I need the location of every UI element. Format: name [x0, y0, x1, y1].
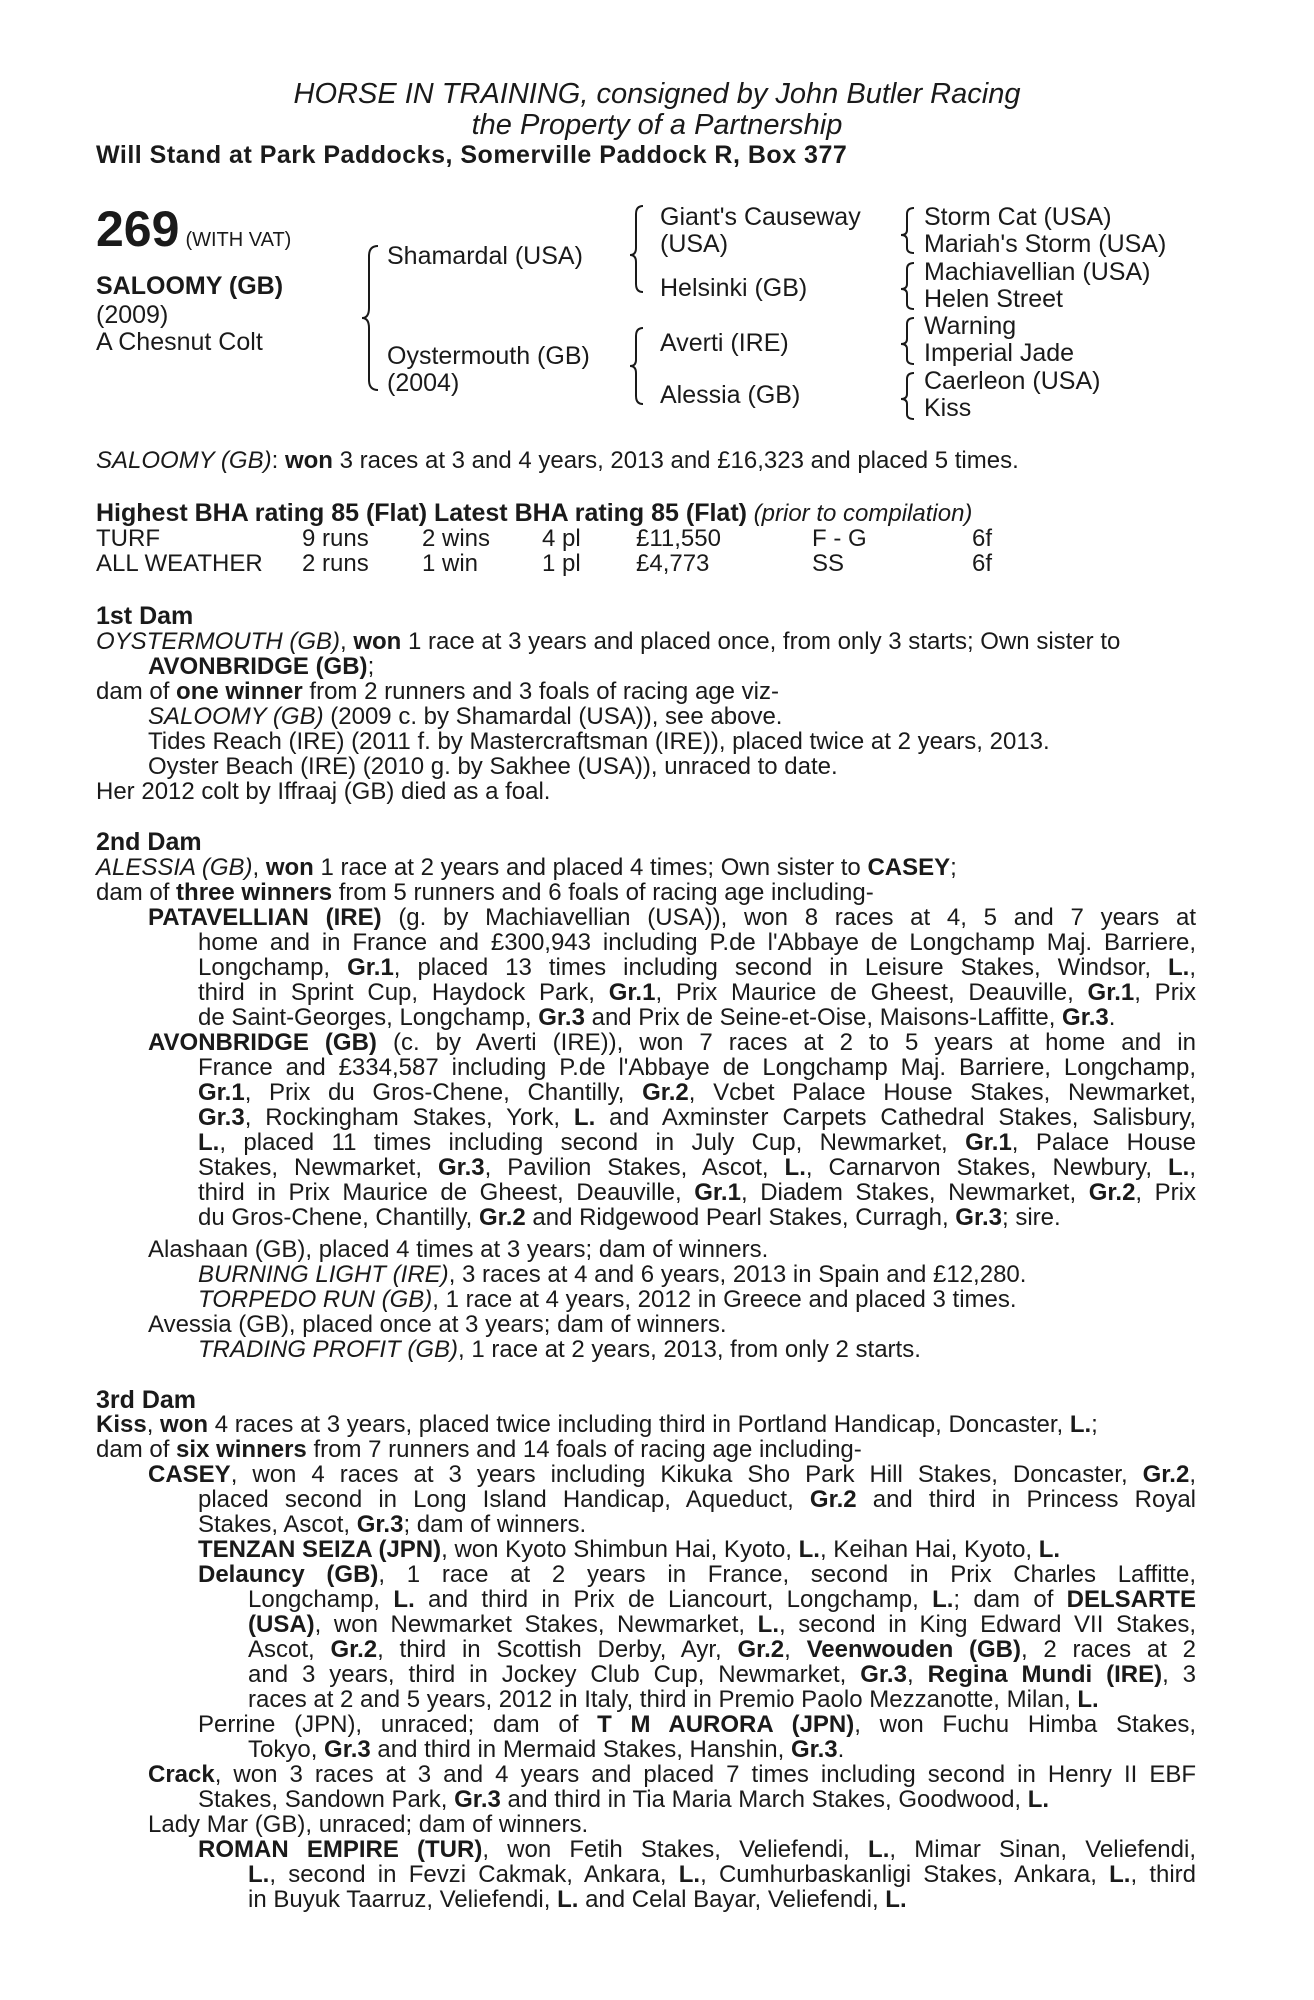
text-line: [198, 1712, 1196, 1738]
text-line: [148, 1812, 588, 1838]
text-run: , placed 11 times including second in July Cup, Newmarket,: [219, 1129, 966, 1156]
stat-wins: 1 win: [422, 550, 479, 577]
text-run: third in Sprint Cup, Haydock Park,: [198, 979, 609, 1006]
text-line: [148, 1762, 1196, 1788]
first-dam-line: [96, 629, 1120, 655]
race-summary: [96, 448, 1019, 474]
text-run: .: [1108, 1004, 1116, 1031]
bold-run: six winners: [176, 1436, 307, 1463]
text-run: (c. by Averti (IRE)), won 7 races at 2 to 5 years at home and in: [376, 1029, 1196, 1056]
text-line: [198, 1537, 1060, 1563]
second-dam-heading: 2nd Dam: [96, 828, 202, 856]
text-run: ,: [784, 1636, 807, 1663]
text-run: , Carnarvon Stakes, Newbury,: [805, 1154, 1168, 1181]
dam-name: Oystermouth (GB): [387, 342, 590, 370]
first-dam-name: OYSTERMOUTH (GB): [96, 628, 340, 655]
text-run: de Saint-Georges, Longchamp,: [198, 1004, 539, 1031]
stat-runs: 9 runs: [302, 525, 369, 552]
bold-run: Gr.2: [1088, 1179, 1136, 1206]
text-run: and third in Tia Maria March Stakes, Goodwood,: [500, 1786, 1028, 1813]
text-run: du Gros-Chene, Chantilly,: [198, 1204, 480, 1231]
text-run: , Keihan Hai, Kyoto,: [819, 1536, 1039, 1563]
bold-run: L.: [1168, 1154, 1190, 1181]
progeny-line: [148, 704, 782, 730]
consignor-heading: HORSE IN TRAINING, consigned by John Butler Racing: [293, 78, 1021, 110]
first-dam-line: [96, 679, 779, 705]
pedigree-bracket-dam: [630, 328, 643, 404]
dam-year: (2004): [387, 369, 460, 397]
text-run: , won 3 races at 3 and 4 years and placed 7 times including second in Henry II EBF: [214, 1761, 1196, 1788]
dam-sire-name: Averti (IRE): [660, 329, 789, 357]
bold-run: L.: [573, 1104, 596, 1131]
text-line: [198, 1562, 1196, 1588]
summary-won: won: [284, 447, 333, 474]
bold-run: (USA): [248, 1611, 315, 1638]
stat-placed: 4 pl: [542, 525, 581, 552]
bold-run: L.: [1109, 1861, 1131, 1888]
text-line: [198, 1512, 586, 1538]
bold-run: Kiss: [96, 1411, 147, 1438]
vat-note: (WITH VAT): [185, 229, 292, 251]
sibling-name: AVONBRIDGE (GB): [148, 653, 368, 680]
bold-run: L.: [1077, 1686, 1099, 1713]
foaling-year: (2009): [96, 301, 169, 329]
winner-count: one winner: [176, 678, 303, 705]
bold-run: Gr.3: [324, 1736, 371, 1763]
text-run: placed second in Long Island Handicap, Aqueduct,: [198, 1486, 810, 1513]
text: from 2 runners and 3 foals of racing age viz-: [302, 678, 779, 705]
sire-sire-country: (USA): [660, 230, 729, 258]
bold-run: Gr.2: [1142, 1461, 1190, 1488]
text-run: , 3: [1162, 1661, 1197, 1688]
text-run: and Axminster Carpets Cathedral Stakes, Salisbury,: [595, 1104, 1196, 1131]
text-line: [198, 1005, 1115, 1031]
bold-run: Gr.3: [356, 1511, 404, 1538]
winner-count: three winners: [176, 879, 333, 906]
text-run: Longchamp,: [198, 954, 348, 981]
text-run: , Cumhurbaskanligi Stakes, Ankara,: [700, 1861, 1110, 1888]
rating-note: (prior to compilation): [753, 500, 973, 527]
bold-run: Gr.1: [198, 1079, 245, 1106]
third-dam-heading: 3rd Dam: [96, 1386, 197, 1414]
text-run: , third in Scottish Derby, Ayr,: [377, 1636, 738, 1663]
text-run: and Ridgewood Pearl Stakes, Curragh,: [525, 1204, 956, 1231]
text: , 1 race at 2 years, 2013, from only 2 starts.: [458, 1336, 921, 1363]
bold-run: L.: [885, 1886, 907, 1913]
dam-dam-name: Alessia (GB): [660, 381, 801, 409]
punctuation: ;: [367, 653, 375, 680]
bold-run: L.: [757, 1611, 779, 1638]
text-run: and Celal Bayar, Veliefendi,: [578, 1886, 886, 1913]
pedigree-bracket-sire: [630, 206, 643, 292]
text-run: ,: [906, 1661, 928, 1688]
text-run: ,: [146, 1411, 161, 1438]
progeny-line: Her 2012 colt by Iffraaj (GB) died as a foal.: [96, 778, 551, 805]
comma: ,: [252, 854, 260, 881]
bold-run: Gr.2: [809, 1486, 857, 1513]
text-run: , Prix: [1135, 1179, 1197, 1206]
text: from 5 runners and 6 foals of racing age including-: [332, 879, 874, 906]
text-run: and third in Mermaid Stakes, Hanshin,: [370, 1736, 791, 1763]
text-line: [96, 1412, 1098, 1438]
text-run: and Prix de Seine-et-Oise, Maisons-Laffitte,: [584, 1004, 1063, 1031]
progeny-line: Avessia (GB), placed once at 3 years; dam of winners.: [148, 1311, 727, 1338]
stat-distance: 6f: [972, 550, 993, 577]
text-run: and third in Princess Royal: [856, 1486, 1197, 1513]
summary-colon: :: [271, 447, 279, 474]
text-line: [198, 1837, 1196, 1863]
bold-run: L.: [1168, 954, 1190, 981]
text-run: ,: [1189, 1154, 1196, 1181]
gen3-ssd: Mariah's Storm (USA): [924, 230, 1167, 258]
gen3-sss: Storm Cat (USA): [924, 203, 1112, 231]
text-run: , Pavilion Stakes, Ascot,: [484, 1154, 785, 1181]
pedigree-brackets: [0, 0, 1314, 440]
grand-progeny-line: [198, 1287, 1017, 1313]
text: dam of: [96, 678, 177, 705]
gen3-sds: Machiavellian (USA): [924, 258, 1151, 286]
text-line: [248, 1587, 1196, 1613]
text-run: third in Prix Maurice de Gheest, Deauville,: [198, 1179, 695, 1206]
text: (2009 c. by Shamardal (USA)), see above.: [323, 703, 783, 730]
text-run: , won Fetih Stakes, Veliefendi,: [482, 1836, 869, 1863]
stat-runs: 2 runs: [302, 550, 369, 577]
stat-placed: 1 pl: [542, 550, 581, 577]
stat-distance: 6f: [972, 525, 993, 552]
bold-run: TENZAN SEIZA (JPN): [198, 1536, 442, 1563]
text-line: [96, 1437, 862, 1463]
bold-run: L.: [393, 1586, 415, 1613]
bold-run: Crack: [148, 1761, 215, 1788]
sire-dam-name: Helsinki (GB): [660, 274, 808, 302]
text-run: races at 2 and 5 years, 2012 in Italy, third in Premio Paolo Mezzanotte, Milan,: [248, 1686, 1078, 1713]
text: dam of: [96, 879, 177, 906]
stat-wins: 2 wins: [422, 525, 491, 552]
pedigree-bracket-gs2: [901, 263, 914, 309]
text-run: , won Kyoto Shimbun Hai, Kyoto,: [441, 1536, 799, 1563]
horse-description: A Chesnut Colt: [96, 328, 263, 356]
text-run: , 2 races at 2: [1020, 1636, 1196, 1663]
second-dam-name: ALESSIA (GB): [96, 854, 253, 881]
progeny-line: Alashaan (GB), placed 4 times at 3 years; dam of winners.: [148, 1236, 769, 1263]
text-run: and third in Prix de Liancourt, Longchamp,: [414, 1586, 933, 1613]
text-run: Stakes, Newmarket,: [198, 1154, 438, 1181]
text-run: Perrine (JPN), unraced; dam of: [198, 1711, 598, 1738]
bold-run: L.: [1027, 1786, 1050, 1813]
text-run: , Prix du Gros-Chene, Chantilly,: [244, 1079, 643, 1106]
text-run: .: [837, 1736, 845, 1763]
bold-run: Gr.3: [860, 1661, 907, 1688]
text-run: Ascot,: [248, 1636, 331, 1663]
text-run: in Buyuk Taarruz, Veliefendi,: [248, 1886, 558, 1913]
text-run: ; dam of: [953, 1586, 1067, 1613]
text-run: , Vcbet Palace House Stakes, Newmarket,: [688, 1079, 1197, 1106]
text-line: [248, 1662, 1196, 1688]
stat-money: £4,773: [636, 550, 710, 577]
progeny-line: Oyster Beach (IRE) (2010 g. by Sakhee (USA)), unraced to date.: [148, 753, 838, 780]
bold-run: L.: [1038, 1536, 1061, 1563]
gen3-dsd: Imperial Jade: [924, 339, 1075, 367]
bold-run: L.: [248, 1861, 270, 1888]
text-run: , second in King Edward VII Stakes,: [779, 1611, 1196, 1638]
text-line: [248, 1887, 907, 1913]
text-line: [248, 1637, 1196, 1663]
text-run: and 3 years, third in Jockey Club Cup, Newmarket,: [248, 1661, 861, 1688]
text-run: , Prix: [1134, 979, 1197, 1006]
text-run: 4 races at 3 years, placed twice including third in Portland Handicap, Doncaster,: [208, 1411, 1070, 1438]
bold-run: L.: [798, 1536, 820, 1563]
stat-surface: TURF: [96, 525, 160, 552]
text-run: ;: [1091, 1411, 1098, 1438]
grand-progeny-name: TORPEDO RUN (GB): [198, 1286, 433, 1313]
text-run: ; sire.: [1002, 1204, 1061, 1231]
pedigree-bracket-gs4: [901, 373, 914, 419]
bold-run: L.: [1069, 1411, 1092, 1438]
text-line: [248, 1862, 1196, 1888]
text-line: [198, 980, 1196, 1006]
gen3-dss: Warning: [924, 312, 1017, 340]
text-run: ,: [1189, 1461, 1196, 1488]
bold-run: Veenwouden (GB): [806, 1636, 1021, 1663]
progeny-name: SALOOMY (GB): [148, 703, 324, 730]
rating-text: Highest BHA rating 85 (Flat) Latest BHA rating 85 (Flat): [96, 499, 747, 527]
text-line: [148, 905, 1196, 931]
text-line: [198, 1487, 1196, 1513]
text-run: , Palace House: [1011, 1129, 1197, 1156]
text-run: ,: [1189, 954, 1197, 981]
bold-run: Gr.3: [538, 1004, 585, 1031]
text-line: [198, 1105, 1196, 1131]
bold-run: Gr.1: [347, 954, 394, 981]
bold-run: L.: [678, 1861, 701, 1888]
text-run: , 1 race at 2 years in France, second in Prix Charles Laffitte,: [378, 1561, 1196, 1588]
ownership-heading: the Property of a Partnership: [471, 109, 843, 141]
first-dam-heading: 1st Dam: [96, 602, 194, 630]
text-run: , third: [1130, 1861, 1197, 1888]
bold-run: Gr.3: [790, 1736, 838, 1763]
text-run: Lady Mar (GB), unraced; dam of winners.: [148, 1811, 589, 1838]
text-line: [198, 1055, 1196, 1081]
text: , 3 races at 4 and 6 years, 2013 in Spain and £12,280.: [448, 1261, 1027, 1288]
progeny-line: Tides Reach (IRE) (2011 f. by Mastercraftsman (IRE)), placed twice at 2 years, 2013.: [148, 728, 1050, 755]
bold-run: AVONBRIDGE (GB): [148, 1029, 377, 1056]
summary-horse-name: SALOOMY (GB): [96, 447, 272, 474]
bold-run: Gr.3: [955, 1204, 1002, 1231]
text-line: [198, 1205, 1061, 1231]
stat-going: F - G: [812, 525, 867, 552]
text-run: , Rockingham Stakes, York,: [244, 1104, 574, 1131]
bold-run: Gr.2: [737, 1636, 785, 1663]
grand-progeny-name: TRADING PROFIT (GB): [198, 1336, 458, 1363]
text-line: [248, 1737, 844, 1763]
text-line: [248, 1687, 1099, 1713]
bold-run: Gr.2: [479, 1204, 526, 1231]
grand-progeny-name: BURNING LIGHT (IRE): [198, 1261, 449, 1288]
second-dam-line: [96, 855, 957, 881]
text-line: [198, 1180, 1196, 1206]
bold-run: Gr.3: [198, 1104, 245, 1131]
bold-run: Delauncy (GB): [198, 1561, 379, 1588]
text-line: [198, 955, 1196, 981]
text-line: [248, 1612, 1196, 1638]
bold-run: L.: [557, 1886, 579, 1913]
bold-run: Gr.1: [608, 979, 656, 1006]
text-run: , won 4 races at 3 years including Kikuka Sho Park Hill Stakes, Doncaster,: [230, 1461, 1143, 1488]
text-line: [198, 1787, 1049, 1813]
text-run: , Mimar Sinan, Veliefendi,: [889, 1836, 1196, 1863]
bold-run: Gr.3: [454, 1786, 501, 1813]
bold-run: Gr.2: [330, 1636, 378, 1663]
gen3-sdd: Helen Street: [924, 285, 1063, 313]
text-line: [198, 1130, 1196, 1156]
text-run: dam of: [96, 1436, 177, 1463]
lot-number: 269: [96, 201, 180, 257]
bold-run: L.: [198, 1129, 220, 1156]
grand-progeny-line: [198, 1262, 1026, 1288]
bha-ratings: [96, 500, 972, 527]
text-run: Longchamp,: [248, 1586, 394, 1613]
bold-run: Gr.2: [642, 1079, 689, 1106]
text-run: , Diadem Stakes, Newmarket,: [740, 1179, 1089, 1206]
bold-run: ROMAN EMPIRE (TUR): [198, 1836, 483, 1863]
text-run: Stakes, Ascot,: [198, 1511, 357, 1538]
text-run: France and £334,587 including P.de l'Abbaye de Longchamp Maj. Barriere, Longchamp,: [198, 1054, 1196, 1081]
bold-run: Gr.3: [1062, 1004, 1109, 1031]
text-run: from 7 runners and 14 foals of racing age including-: [306, 1436, 862, 1463]
bold-run: Gr.1: [965, 1129, 1012, 1156]
text-line: [148, 1030, 1196, 1056]
text-run: (g. by Machiavellian (USA)), won 8 races at 4, 5 and 7 years at: [381, 904, 1196, 931]
sire-sire-name: Giant's Causeway: [660, 203, 861, 231]
stand-location: Will Stand at Park Paddocks, Somerville Paddock R, Box 377: [96, 141, 848, 169]
text-line: [198, 1155, 1196, 1181]
stat-going: SS: [812, 550, 845, 577]
pedigree-bracket-gs3: [901, 318, 914, 364]
won-label: won: [353, 628, 402, 655]
text-line: [148, 1462, 1196, 1488]
gen3-ddd: Kiss: [924, 394, 972, 422]
text-run: , won Fuchu Himba Stakes,: [854, 1711, 1196, 1738]
summary-text: 3 races at 3 and 4 years, 2013 and £16,323 and placed 5 times.: [332, 447, 1019, 474]
bold-run: Gr.3: [437, 1154, 485, 1181]
first-dam-line: [148, 654, 374, 680]
text-run: , second in Fevzi Cakmak, Ankara,: [269, 1861, 679, 1888]
bold-run: L.: [868, 1836, 890, 1863]
bold-run: CASEY: [148, 1461, 231, 1488]
bold-run: PATAVELLIAN (IRE): [148, 904, 382, 931]
text-line: [198, 1080, 1196, 1106]
sibling-name: CASEY: [867, 854, 951, 881]
grand-progeny-line: [198, 1337, 921, 1363]
bold-run: DELSARTE: [1066, 1586, 1197, 1613]
bold-run: won: [160, 1411, 209, 1438]
text: 1 race at 2 years and placed 4 times; Own sister to: [313, 854, 868, 881]
bold-run: Gr.1: [694, 1179, 741, 1206]
won-label: won: [265, 854, 314, 881]
bold-run: L.: [784, 1154, 806, 1181]
bold-run: Regina Mundi (IRE): [927, 1661, 1163, 1688]
text-run: Stakes, Sandown Park,: [198, 1786, 455, 1813]
punctuation: ;: [950, 854, 957, 881]
pedigree-bracket-main: [362, 246, 378, 390]
horse-name: SALOOMY (GB): [96, 272, 284, 300]
bold-run: L.: [932, 1586, 954, 1613]
text-line: [198, 930, 1196, 956]
gen3-dds: Caerleon (USA): [924, 367, 1101, 395]
comma: ,: [340, 628, 347, 655]
text-run: Tokyo,: [248, 1736, 325, 1763]
second-dam-line: [96, 880, 874, 906]
bold-run: Gr.1: [1087, 979, 1135, 1006]
stat-surface: ALL WEATHER: [96, 550, 263, 577]
stat-money: £11,550: [636, 525, 721, 552]
text-run: , won Newmarket Stakes, Newmarket,: [314, 1611, 758, 1638]
text-run: , Prix Maurice de Gheest, Deauville,: [655, 979, 1088, 1006]
sire-name: Shamardal (USA): [387, 242, 583, 270]
bold-run: T M AURORA (JPN): [597, 1711, 855, 1738]
text: , 1 race at 4 years, 2012 in Greece and placed 3 times.: [432, 1286, 1017, 1313]
text-run: , placed 13 times including second in Leisure Stakes, Windsor,: [393, 954, 1169, 981]
first-dam-text: 1 race at 3 years and placed once, from only 3 starts; Own sister to: [401, 628, 1121, 655]
text-run: ; dam of winners.: [403, 1511, 587, 1538]
pedigree-bracket-gs1: [901, 208, 914, 253]
text-run: home and in France and £300,943 including P.de l'Abbaye de Longchamp Maj. Barriere,: [198, 929, 1196, 956]
